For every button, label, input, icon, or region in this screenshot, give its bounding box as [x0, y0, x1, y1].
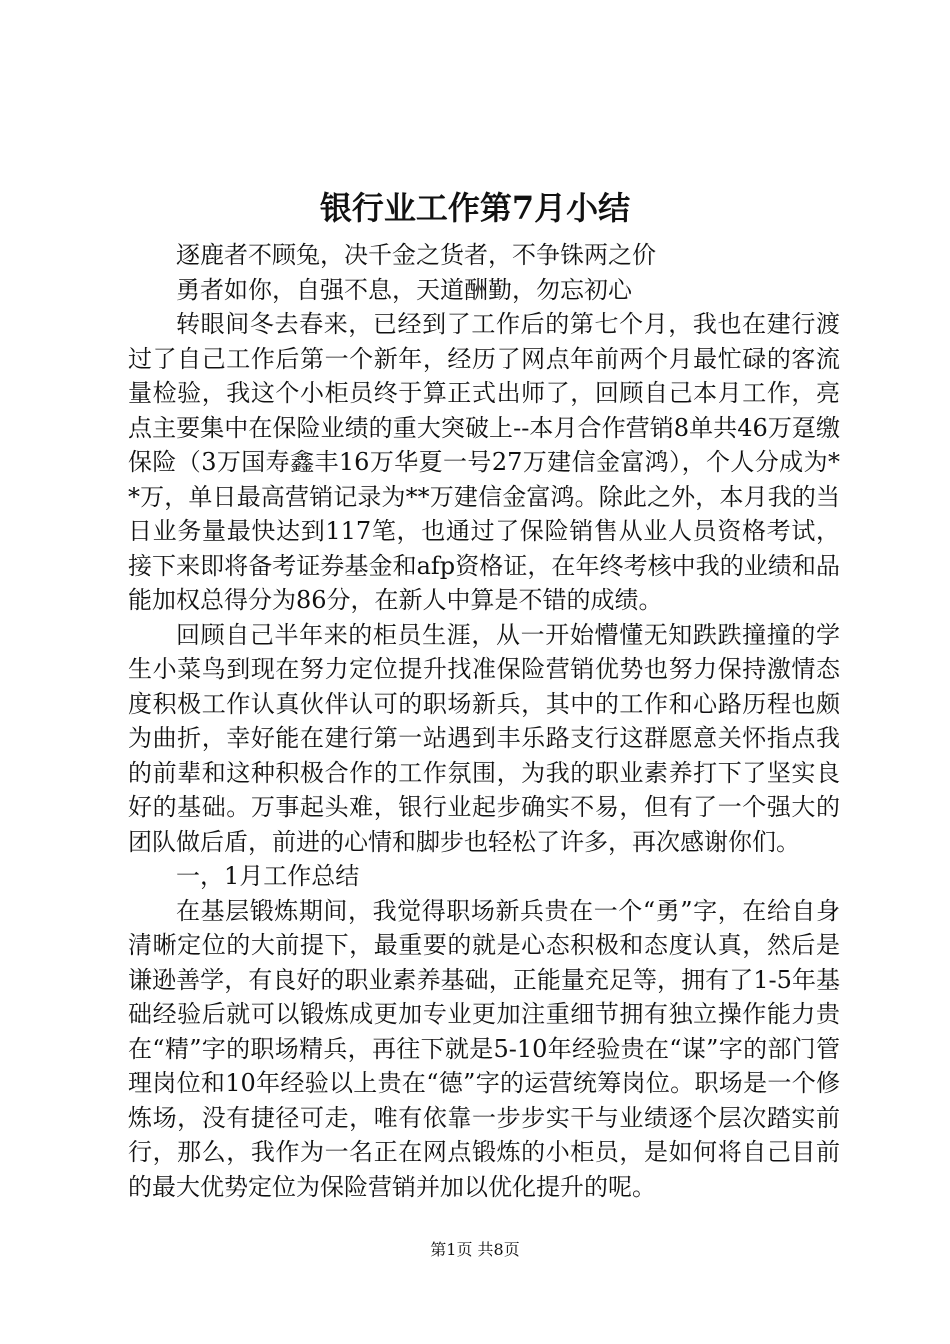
page-footer: 第1页 共8页 — [430, 1240, 520, 1259]
paragraph-review: 回顾自己半年来的柜员生涯，从一开始懵懂无知跌跌撞撞的学生小菜鸟到现在努力定位提升找准保险营销优势也努力保持激情态度积极工作认真伙伴认可的职场新兵，其中的工作和心路历程也颇为曲折，幸好能在建行第一站遇到丰乐路支行这群愿意关怀指点我的前辈和这种积极合作的工作氛围，为我的职业素养打下了坚实良好的基础。万事起头难，银行业起步确实不易，但有了一个强大的团队做后盾，前进的心情和脚步也轻松了许多，再次感谢你们。 — [128, 620, 840, 856]
document-title: 银行业工作第7月小结 — [319, 189, 631, 227]
paragraph-summary: 在基层锻炼期间，我觉得职场新兵贵在一个“勇”字，在给自身清晰定位的大前提下，最重要的就是心态积极和态度认真，然后是谦逊善学，有良好的职业素养基础，正能量充足等，拥有了1-5年基础经验后就可以锻炼成更加专业更加注重细节拥有独立操作能力贵在“精”字的职场精兵，再往下就是5-10年经验贵在“谋”字的部门管理岗位和10年经验以上贵在“德”字的运营统筹岗位。职场是一个修炼场，没有捷径可走，唯有依靠一步步实干与业绩逐个层次踏实前行，那么，我作为一名正在网点锻炼的小柜员，是如何将自己目前的最大优势定位为保险营销并加以优化提升的呢。 — [128, 896, 840, 1201]
paragraph-intro: 转眼间冬去春来，已经到了工作后的第七个月，我也在建行渡过了自己工作后第一个新年，经历了网点年前两个月最忙碌的客流量检验，我这个小柜员终于算正式出师了，回顾自己本月工作，亮点主要集中在保险业绩的重大突破上--本月合作营销8单共46万趸缴保险（3万国寿鑫丰16万华夏一号27万建信金富鸿），个人分成为**万，单日最高营销记录为**万建信金富鸿。除此之外，本月我的当日业务量最快达到117笔，也通过了保险销售从业人员资格考试，接下来即将备考证券基金和afp资格证，在年终考核中我的业绩和品能加权总得分为86分，在新人中算是不错的成绩。 — [128, 310, 840, 614]
paragraph-quote-1: 逐鹿者不顾兔，决千金之货者，不争铢两之价 — [176, 241, 656, 269]
paragraph-quote-2: 勇者如你，自强不息，天道酬勤，勿忘初心 — [176, 275, 632, 304]
section-heading: 一，1月工作总结 — [176, 862, 360, 890]
document-body — [128, 238, 840, 1204]
